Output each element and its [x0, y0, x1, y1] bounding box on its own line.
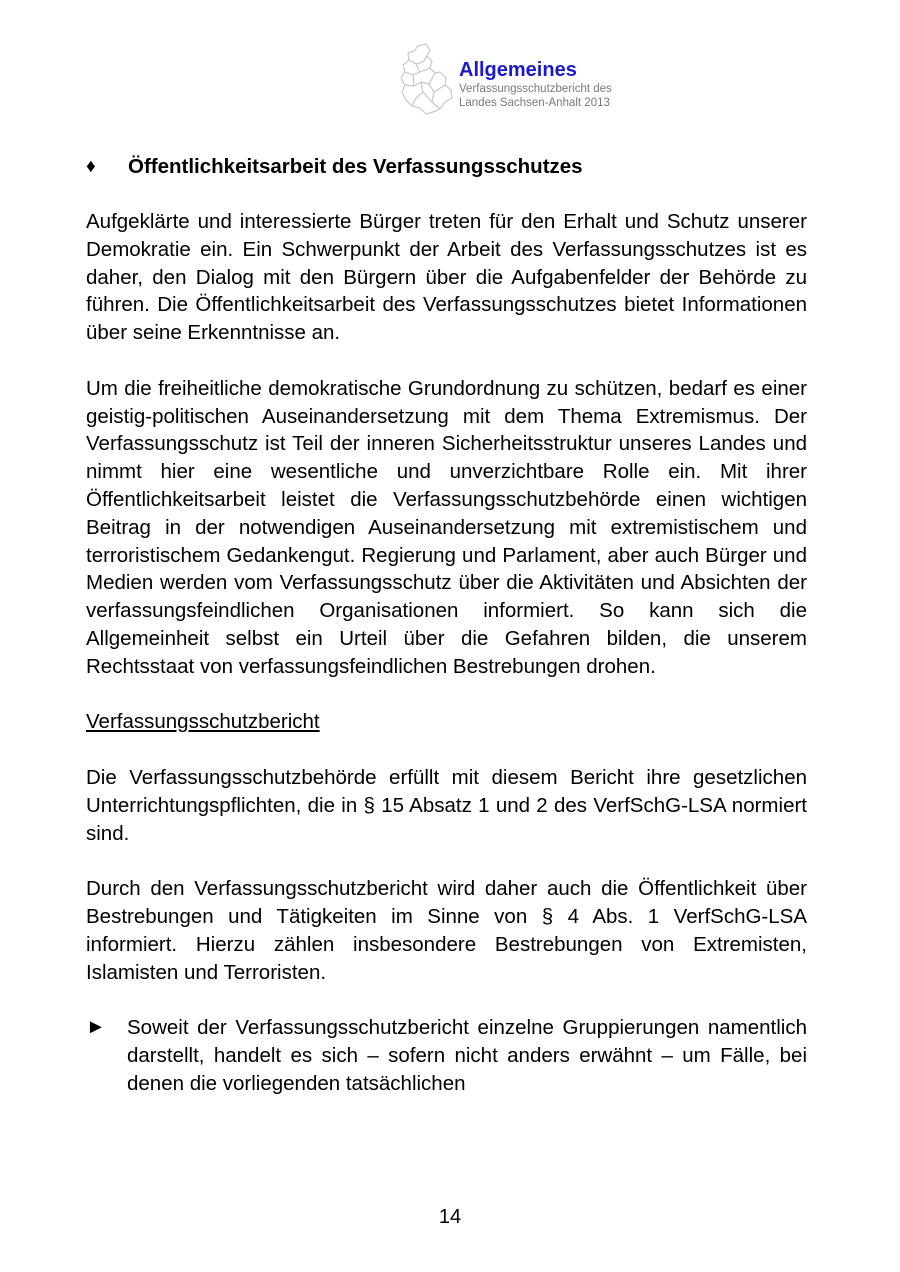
paragraph-oeffentlichkeit: Durch den Verfassungsschutzbericht wird daher auch die Öffentlichkeit über Bestrebungen und Tätigkeiten im Sinne von § 4 Abs. 1 VerfSchG-LSA informiert. Hierzu zählen insbesondere Bestrebungen von Extremisten, Islamisten und Terroristen. — [86, 877, 807, 984]
header-subtitle — [459, 82, 612, 110]
paragraph-intro: Aufgeklärte und interessierte Bürger treten für den Erhalt und Schutz unserer Demokratie ein. Ein Schwerpunkt der Arbeit des Verfassungsschutzes ist es daher, den Dialog mit den Bürgern über die Aufgabenfelder der Behörde zu führen. Die Öffentlichkeitsarbeit des Verfassungsschutzes bietet Informationen über seine Erkenntnisse an. — [86, 210, 807, 345]
paragraph-unterrichtungspflichten: Die Verfassungsschutzbehörde erfüllt mit diesem Bericht ihre gesetzlichen Unterrichtungspflichten, die in § 15 Absatz 1 und 2 des VerfSchG-LSA normiert sind. — [86, 765, 807, 845]
paragraph-grundordnung: Um die freiheitliche demokratische Grundordnung zu schützen, bedarf es einer geistig-politischen Auseinandersetzung mit dem Thema Extremismus. Der Verfassungsschutz ist Teil der inneren Sicherheitsstruktur unseres Landes und nimmt hier eine wesentliche und unverzichtbare Rolle ein. Mit ihrer Öffentlichkeitsarbeit leistet die Verfassungsschutzbehörde einen wichtigen Beitrag in der notwendigen Auseinandersetzung mit extremistischem und terroristischem Gedankengut. Regierung und Parlament, aber auch Bürger und Medien werden vom Verfassungsschutz über die Aktivitäten und Absichten der verfassungsfeindlichen Organisationen informiert. So kann sich die Allgemeinheit selbst ein Urteil über die Gefahren bilden, die unserem Rechtsstaat von verfassungsfeindlichen Bestrebungen drohen. — [86, 376, 807, 678]
bullet-item — [86, 1014, 807, 1097]
header-title: Allgemeines — [459, 59, 577, 81]
arrow-bullet-icon: ► — [86, 1016, 106, 1039]
bullet-item-text: Soweit der Verfassungsschutzbericht einzelne Gruppierungen namentlich darstellt, handelt es sich – sofern nicht anders erwähnt – um Fälle, bei denen die vorliegenden tatsächlichen — [127, 1016, 807, 1095]
page-number: 14 — [438, 1206, 462, 1228]
sachsen-anhalt-map-icon — [396, 42, 458, 116]
header-subtitle-line2: Landes Sachsen-Anhalt 2013 — [459, 97, 610, 109]
page-body — [86, 152, 807, 1098]
diamond-bullet-icon: ♦ — [86, 156, 96, 177]
section-heading-text: Öffentlichkeitsarbeit des Verfassungsschutzes — [128, 155, 583, 178]
section-heading — [86, 152, 807, 182]
subheading-verfassungsschutzbericht: Verfassungsschutzbericht — [86, 710, 320, 734]
page-header — [396, 42, 696, 118]
header-subtitle-line1: Verfassungsschutzbericht des — [459, 83, 612, 95]
